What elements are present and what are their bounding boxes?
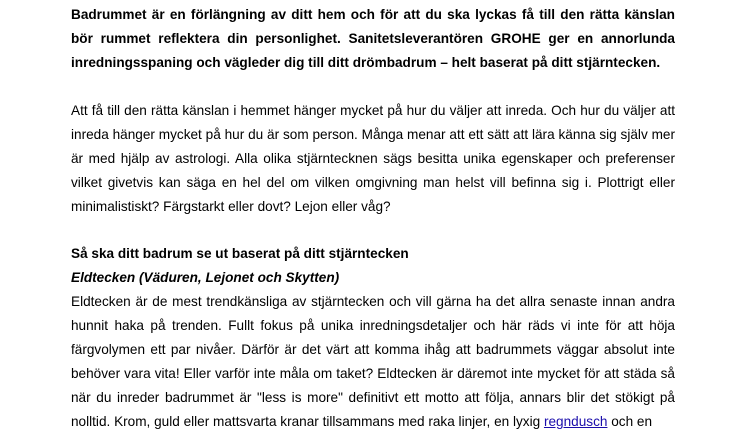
section-heading: Så ska ditt badrum se ut baserat på ditt stjärntecken xyxy=(71,246,409,261)
section-spacer xyxy=(71,219,675,242)
fire-signs-paragraph xyxy=(71,290,675,434)
fire-paragraph-text: Eldtecken är de mest trendkänsliga av stjärntecken och vill gärna ha det allra senaste innan andra hunnit haka på trenden. Fullt fokus på unika inredningsdetaljer och här räds vi inte för att höja färgvolymen ett par nivåer. Därför är det värt att komma ihåg att badrummets väggar absolut inte behöver vara vita! Eller varför inte måla om taket? Eldtecken är däremot inte mycket för att städa så när du inreder badrummet är "less is more" definitivt ett motto att följa, annars blir det stökigt på nolltid. Krom, guld eller mattsvarta kranar tillsammans med raka linjer, en lyxig xyxy=(71,294,675,429)
rain-shower-link[interactable]: regndusch xyxy=(543,414,608,429)
document-page xyxy=(71,0,675,434)
body-paragraph: Att få till den rätta känslan i hemmet hänger mycket på hur du väljer att inreda. Och hur du väljer att inreda hänger mycket på hur du är som person. Många menar att ett sätt att lära känna sig själv mer är med hjälp av astrologi. Alla olika stjärntecknen sägs besitta unika egenskaper och preferenser vilket givetvis kan säga en hel del om vilken omgivning man helst vill befinna sig i. Plottrigt eller minimalistiskt? Färgstarkt eller dovt? Lejon eller våg? xyxy=(71,103,675,214)
fire-paragraph-tail: och en xyxy=(607,414,653,429)
intro-paragraph: Badrummet är en förlängning av ditt hem och för att du ska lyckas få till den rätta känslan bör rummet reflektera din personlighet. Sanitetsleverantören GROHE ger en annorlunda inredningsspaning och vägleder dig till ditt drömbadrum – helt baserat på ditt stjärntecken. xyxy=(71,7,675,70)
fire-signs-heading: Eldtecken (Väduren, Lejonet och Skytten) xyxy=(71,270,340,285)
paragraph-spacer xyxy=(71,75,675,99)
